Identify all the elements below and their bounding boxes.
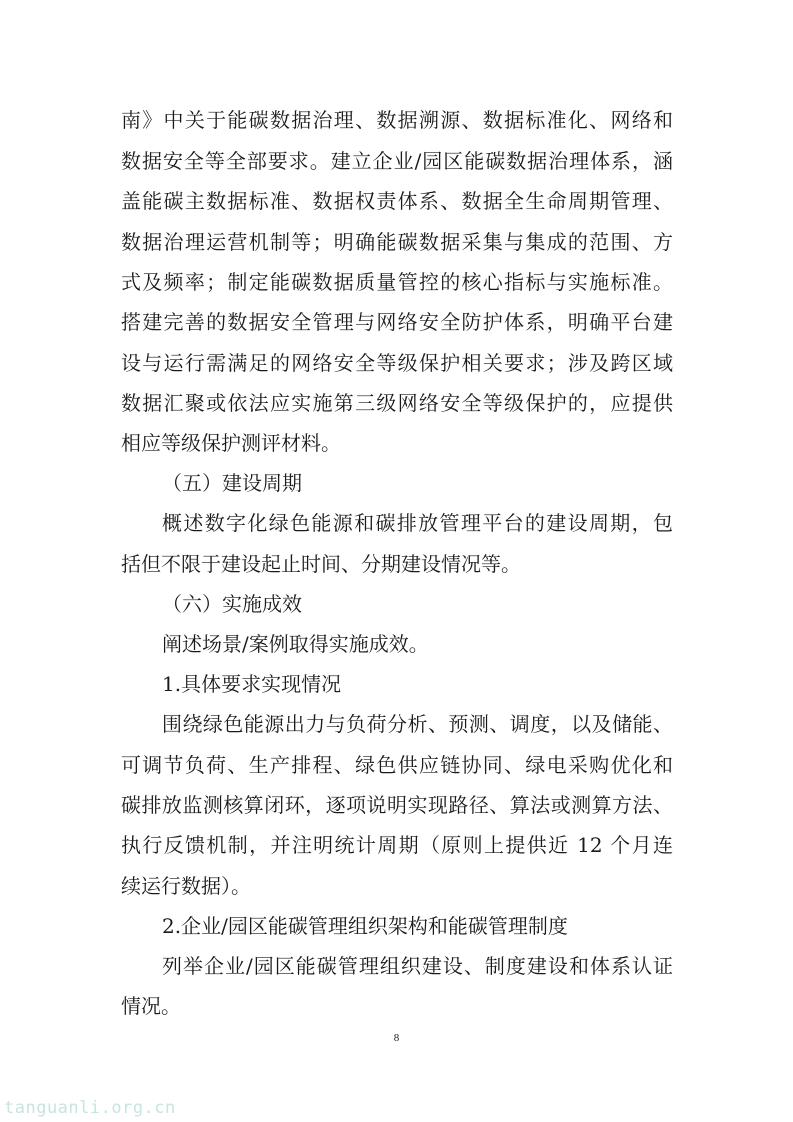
body-text-line	[0, 222, 793, 262]
body-text-line	[0, 302, 793, 342]
line-text: 南》中关于能碳数据治理、数据溯源、数据标准化、网络和	[121, 108, 673, 132]
body-text-line	[0, 745, 793, 785]
line-text: 围绕绿色能源出力与负荷分析、预测、调度，以及储能、	[162, 712, 673, 736]
line-text: 数据汇聚或依法应实施第三级网络安全等级保护的，应提供	[121, 391, 673, 415]
body-text-line	[0, 986, 793, 1026]
heading-text: （五）建设周期	[162, 471, 302, 495]
heading-text: 2.企业/园区能碳管理组织架构和能碳管理制度	[162, 914, 568, 938]
heading-text: （六）实施成效	[162, 592, 302, 616]
body-text-line	[0, 141, 793, 181]
body-text-line	[0, 503, 793, 543]
line-text: 相应等级保护测评材料。	[121, 431, 341, 455]
body-text-line	[0, 423, 793, 463]
line-text: 续运行数据）。	[121, 874, 251, 898]
line-text: 式及频率；制定能碳数据质量管控的核心指标与实施标准。	[121, 270, 673, 294]
line-text: 设与运行需满足的网络安全等级保护相关要求；涉及跨区域	[121, 351, 673, 375]
line-text: 数据安全等全部要求。建立企业/园区能碳数据治理体系，涵	[121, 149, 673, 173]
body-text-line	[0, 624, 793, 664]
page-number: 8	[393, 1032, 400, 1044]
watermark: tanguanli.org.cn	[4, 1098, 176, 1118]
body-text-line	[0, 704, 793, 744]
body-text-line	[0, 946, 793, 986]
line-text: 可调节负荷、生产排程、绿色供应链协同、绿电采购优化和	[121, 753, 673, 777]
line-text: 阐述场景/案例取得实施成效。	[162, 632, 429, 656]
line-text: 搭建完善的数据安全管理与网络安全防护体系，明确平台建	[121, 310, 673, 334]
body-text-line	[0, 825, 793, 865]
body-text-line	[0, 262, 793, 302]
body-text-line	[0, 100, 793, 140]
body-text-line	[0, 383, 793, 423]
line-text: 盖能碳主数据标准、数据权责体系、数据全生命周期管理、	[121, 189, 673, 213]
line-text: 概述数字化绿色能源和碳排放管理平台的建设周期，包	[162, 511, 673, 535]
subsection-heading	[0, 906, 793, 946]
subsection-heading	[0, 664, 793, 704]
body-text-line	[0, 343, 793, 383]
line-text: 列举企业/园区能碳管理组织建设、制度建设和体系认证	[162, 954, 673, 978]
body-text-line	[0, 785, 793, 825]
body-text-line	[0, 181, 793, 221]
line-text: 执行反馈机制，并注明统计周期（原则上提供近 12 个月连	[121, 833, 673, 857]
line-text: 括但不限于建设起止时间、分期建设情况等。	[121, 552, 521, 576]
line-text: 情况。	[121, 994, 181, 1018]
body-text-line	[0, 866, 793, 906]
body-text-line	[0, 544, 793, 584]
section-heading	[0, 463, 793, 503]
section-heading	[0, 584, 793, 624]
line-text: 碳排放监测核算闭环，逐项说明实现路径、算法或测算方法、	[121, 793, 673, 817]
line-text: 数据治理运营机制等；明确能碳数据采集与集成的范围、方	[121, 230, 673, 254]
heading-text: 1.具体要求实现情况	[162, 672, 342, 696]
